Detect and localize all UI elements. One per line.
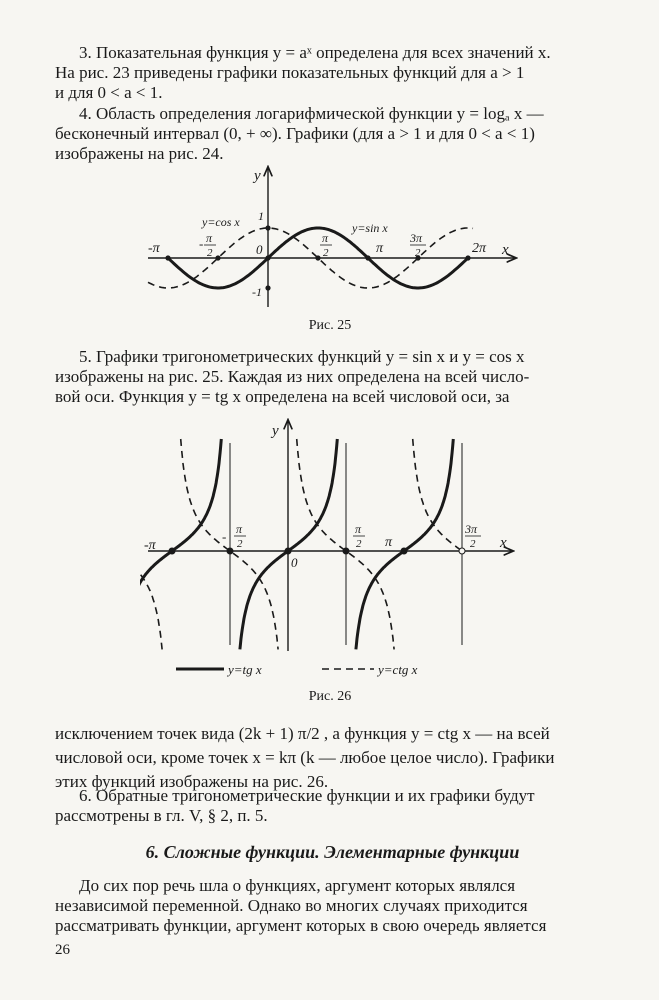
origin-label: 0	[256, 242, 263, 257]
tick-minus-pi-half-sign: -	[199, 236, 204, 251]
text-line: этих функций изображены на рис. 26.	[55, 772, 329, 791]
axis-point	[169, 548, 175, 554]
text-line: и для 0 < a < 1.	[55, 83, 163, 102]
tick-minus-pi: -π	[148, 241, 160, 256]
axis-point	[465, 255, 470, 260]
y-axis-label: y	[272, 423, 279, 439]
text-line: 4. Область определения логарифмической функции y = logₐ x —	[79, 104, 544, 123]
axis-point	[227, 548, 233, 554]
text-line: бесконечный интервал (0, + ∞). Графики (для a > 1 и для 0 < a < 1)	[55, 124, 535, 143]
tick-minus-pi-half-den: 2	[207, 247, 213, 259]
ctg-branch	[297, 439, 394, 649]
text-line: исключением точек вида (2k + 1) π/2 , а функция y = ctg x — на всей	[55, 724, 550, 743]
tick-minus-pi: -π	[144, 538, 156, 553]
text-line: рассмотрены в гл. V, § 2, п. 5.	[55, 806, 268, 825]
figure-25-caption: Рис. 25	[308, 318, 352, 333]
tick-minus-pi-half-sign: -	[222, 529, 227, 544]
paragraph-5	[55, 347, 610, 407]
ctg-branch	[140, 551, 162, 649]
axis-point	[215, 255, 220, 260]
tick-label-minus-one: -1	[252, 285, 262, 299]
axis-point	[285, 548, 291, 554]
axis-point	[459, 548, 465, 554]
axis-point	[265, 225, 270, 230]
tick-minus-pi-half-num: π	[236, 522, 243, 536]
text-line: рассматривать функции, аргумент которых в свою очередь является	[55, 916, 547, 935]
axis-point	[365, 255, 370, 260]
paragraph-6	[55, 786, 610, 826]
page-number: 26	[55, 942, 70, 958]
paragraph-3	[55, 43, 610, 103]
text-line: изображены на рис. 25. Каждая из них определена на всей число-	[55, 367, 530, 386]
axis-point	[401, 548, 407, 554]
axis-point	[315, 255, 320, 260]
ctg-branch	[181, 439, 278, 649]
tick-pi-half-den: 2	[323, 247, 329, 259]
text-line: числовой оси, кроме точек x = kπ (k — любое целое число). Графики	[55, 748, 555, 767]
paragraph-4	[55, 104, 610, 164]
tick-label-one: 1	[258, 209, 264, 223]
x-axis-label: x	[500, 535, 507, 551]
cos-label: y=cos x	[202, 215, 240, 229]
axis-point	[265, 285, 270, 290]
text-line: вой оси. Функция y = tg x определена на всей числовой оси, за	[55, 387, 510, 406]
axis-point	[343, 548, 349, 554]
figure-26-caption: Рис. 26	[308, 689, 352, 704]
axis-point	[265, 255, 270, 260]
tick-three-pi-half-num: 3π	[410, 231, 423, 245]
tick-three-pi-half-den: 2	[415, 247, 421, 259]
text-line: 5. Графики тригонометрических функций y = sin x и y = cos x	[79, 347, 525, 366]
tick-three-pi-half-den: 2	[470, 538, 476, 550]
tick-pi: π	[385, 535, 393, 550]
text-line: На рис. 23 приведены графики показательных функций для a > 1	[55, 63, 525, 82]
figure-26-tg-ctg	[140, 415, 525, 683]
paragraph-final	[55, 876, 610, 936]
tick-pi-half-num: π	[322, 231, 329, 245]
origin-label: 0	[291, 555, 298, 570]
tick-minus-pi-half-num: π	[206, 231, 213, 245]
text-line: 6. Обратные тригонометрические функции и их графики будут	[79, 786, 535, 805]
paragraph-after-fig26	[55, 722, 610, 794]
legend-tg-label: y=tg x	[228, 662, 262, 677]
tick-pi-half-num: π	[355, 522, 362, 536]
section-heading: 6. Сложные функции. Элементарные функции	[145, 842, 520, 862]
y-axis-label: y	[254, 168, 261, 184]
tick-minus-pi-half-den: 2	[237, 538, 243, 550]
tick-three-pi-half-num: 3π	[465, 522, 478, 536]
text-line: До сих пор речь шла о функциях, аргумент которых являлся	[79, 876, 516, 895]
sin-label: y=sin x	[352, 221, 388, 235]
axis-point	[165, 255, 170, 260]
tick-pi: π	[376, 241, 384, 256]
legend-ctg-label: y=ctg x	[378, 662, 418, 677]
tick-pi-half-den: 2	[356, 538, 362, 550]
tg-branch	[356, 439, 453, 649]
figure-25-sin-cos	[140, 162, 525, 312]
text-line: независимой переменной. Однако во многих случаях приходится	[55, 896, 528, 915]
x-axis-label: x	[502, 242, 509, 258]
tick-two-pi: 2π	[472, 241, 487, 256]
ctg-branch	[413, 439, 462, 551]
text-line: 3. Показательная функция y = aˣ определена для всех значений x.	[79, 43, 551, 62]
text-line: изображены на рис. 24.	[55, 144, 224, 163]
